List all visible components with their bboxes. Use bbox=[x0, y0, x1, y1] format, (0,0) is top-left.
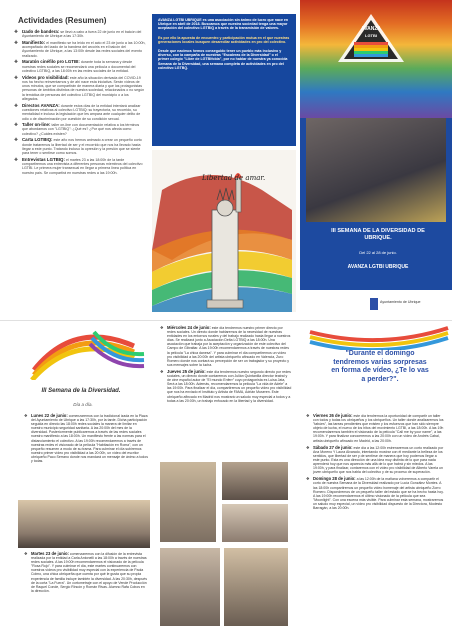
footer-text: Ayuntamiento de Ubrique bbox=[380, 300, 421, 304]
cover-photo bbox=[306, 118, 446, 222]
list-item: ❖ Directos AVANZA: durante estos días de la entidad intentará analizar cuestiones relativas al colectivo LGTBIQ: su trayectoria, su recorrido, su mentalidad e incluso la legislación que les ampara ante cualquier delito de odio o de discriminación por cuestión de su condición sexual. bbox=[14, 104, 146, 121]
list-item: ❖ Vídeos pro visibilidad: este año la situación derivada del COVID-19 nos ha hecho reinventarnos y de ahí nace esta iniciativa. Serán vídeos de unos minutos, que se compartirán de manera diaria y que los protagonistas personas de ámbitos distintos de nuestra sociedad, relacionados o no según la temática de personas del colectivo LGTBIQ del municipio o a los allegados. bbox=[14, 76, 146, 102]
avanza-logo-icon bbox=[336, 12, 406, 64]
list-item: ❖ Sábado 27 de junio: este día a las 12:00h estrenaremos un corto realizado por Ana Moreno Y Laura Alvarado, intentando mostrar con él mediante la belleza de los sentidos, que libertad de ser y de sentirse de manera que hoy podemos llegar a este punto. Esta es una dirección de una idea muy distinta de lo que para nada aprenderá hoy que nos aparecía más allá de lo que habrá y sin miedos. A las 19:00h, y para finalizar, contaremos con el vídeo pro visibilidad de Alberto Varela un joven ubriqueño que nos habla del colectivo y de su proceso de superación. bbox=[306, 446, 444, 475]
list-item: ❖ Lunes 22 de junio: comenzaremos con la tradicional izada en la Plaza del Ayuntamiento de Ubrique a las 17:30h, por la tarde. Dicha participación seguida en directo las 18:00h redes sociales la manera de limitar en nuestro municipio seguridad sanitaria. A las 20:00h del mes de la diversidad. Posteriormente publicaremos a través de las redes sociales nuestro manifiesto a las 18:00h. Un manifiesto frente a las normas para el distanciamiento el colectivo. A las 19:00h recomendaremos a través de nuestras redes el visionado de la película "Habitación en Roma", con un pequeño resumen a modo de su trama. Para culminar el día subiremos nuestro primer vídeo pro visibilidad a las 20:00h, un vídeo del escritor ubriqueño Paco Serrano donde nos mandará un mensaje de ánimo a todos y todas. bbox=[24, 414, 148, 463]
photo-1 bbox=[160, 462, 216, 542]
cover-organization: AVANZA LGTBI UBRIQUE bbox=[347, 264, 409, 270]
cover-date: Del 22 al 28 de junio. bbox=[359, 250, 397, 255]
quote-ribbon-decoration bbox=[300, 324, 450, 350]
photo-5 bbox=[224, 548, 288, 626]
avanza-logo bbox=[336, 12, 406, 64]
photo-3 bbox=[222, 504, 288, 542]
intro-paragraph: Es por ello la apuesta de encuentro y participación mutua en el que nuestras generaciones locales busquen desarrollar actividades en pro del colectivo. bbox=[158, 35, 290, 44]
cover-title: III SEMANA DE LA DIVERSIDAD DE UBRIQUE. bbox=[331, 228, 425, 241]
list-item: ❖ Entrevistas LGTBIQ: el martes 23 a las 18:00h de la tarde compartiremos una entrevista a diferentes personas miembros del colectivo LGTBI. Le primera mujer transexual en llegar a primera línea política en nuestro país. Se compartirá en nuestras redes a las 19:00h. bbox=[14, 158, 146, 175]
event-group-photo bbox=[18, 500, 150, 548]
intro-paragraph: AVANZA LGTBI UBRIQUE es una asociación sin ánimo de lucro que nace en Ubrique en abril de 2018. Buscamos que nuestra sociedad tenga una mayor aceptación del colectivo LGTBIQ a través de la transmisión de valores. bbox=[158, 18, 289, 31]
semana-subtitle: Día a día. bbox=[73, 402, 93, 407]
logo-text: AVANZA bbox=[360, 26, 382, 32]
rainbow-ribbon-icon bbox=[14, 326, 148, 380]
liberty-poster bbox=[152, 150, 296, 312]
intro-box bbox=[152, 14, 296, 146]
middle-day-list bbox=[160, 326, 292, 406]
list-item: ❖ Jueves 25 de junio: este día tendremos nuestro segundo directo por redes sociales, un directo donde contaremos con Julián Quintanilla director teatral y de cine español autor de "El mundo Enferr" cuyo protagonista es Luisa Jata, Será a las 18:00h. Además, recomendaremos la película "La vida de Adele" a las 19:00h. Para finalizar el día, compartiremos un pequeño vídeo pro visibilidad que nos ha enviado el Instituto y Artista de FAMA, Adrián Museren. Este ubriqueño afincado en Madrid nos mostrará un saludo muy especial a todos y a todas a las 20:00h, un trabajo enfocado en la libertad y la diversidad. bbox=[160, 370, 292, 403]
activities-title: Actividades (Resumen) bbox=[18, 16, 107, 25]
list-item: ❖ Manifiesto: el manifiesto se ha leído en el acto el 23 de junio a las 10:00h, acompañado del izado de la bandera del arcoíris en el balcón del Ayuntamiento de Ubrique, a las 13:00h desde las redes sociales del evento realizado. bbox=[14, 41, 146, 58]
ayuntamiento-logo bbox=[370, 298, 378, 310]
left-day-list-2 bbox=[24, 552, 148, 596]
cover-footer bbox=[300, 290, 452, 320]
list-item: ❖ Viernes 26 de junio: este día tendremos la oportunidad de compartir un taller con todos y todas los ubriqueños y los ubriqueños. Un taller donde analizaremos los "tabúes", las tareas pendientes que existen y los esfuerzos que han sido siempre objeto de lucha, el nuevo de los hitos del movimiento LGTBI, a las 18:00h. A las 19h recomendaremos también el visionado de la película "Call me by your name", a las 19:00h. Y para finalizar conoceremos a las 20:00h con un vídeo de Andrés Cabal, artista ubriqueño afincado en Madrid, a las 20:00h. bbox=[306, 414, 444, 443]
quote-ribbon-icon bbox=[300, 324, 450, 350]
list-item: ❖ Martes 23 de junio: comenzaremos con la difusión de la entrevista realizada por la entidad a Carla Antonelli a las 18:00h a través de nuestras redes sociales. A las 19:00h recomendaremos el visionado de la película "Rosa Rojo". Y para culminar el día, este martes continuaremos con nuestros vídeos pro visibilidad muy especial con la experiencia de Paola Colmo, una chica ubriqueña que cuenta por qué le gusta que su propia experiencia de familia incluye también la diversidad. A las 20:30h, después de la corta "La Fuera". Un cortometraje con el apoyo de Vende Producción de Raquel Conde, Sergio Rincón y Román Rivas. Alumno Rafa Cobos en la dirección. bbox=[24, 552, 148, 593]
intro-paragraph: Desde que nacimos hemos conseguido tener un pueblo más inclusivo y diverso, con la campaña de nuestras "Escaleras de la Diversidad" o el primer colegio "Libre de LGTBIfobia", por no hablar de nuestra ya conocida Semana de la Diversidad, una semana completa de actividades en pro del colectivo LGTBQ. bbox=[158, 49, 288, 70]
list-item: ❖ Taller on-line: taller on-line con documentación relativa a los términos que abordamos con "LGTBIQ": ¿Qué es? ¿Por qué nos afecta como colectivo? ¿Cuáles existen? bbox=[14, 123, 146, 136]
photo-4 bbox=[160, 548, 220, 626]
list-item: ❖ Izado de bandera: se llevó a cabo a fuera 22 de junio en el balcón del Ayuntamiento de Ubrique a las 17:30h. bbox=[14, 30, 146, 39]
poster-caption: Libertad de amar. bbox=[202, 174, 266, 182]
highlight-quote: "Durante el domingo tendremos varias sorpresas en forma de vídeo, ¿Te lo vas a perder?". bbox=[331, 350, 429, 383]
list-item: ❖ Carta LGTBIQ: este año nos hemos animado a crear un pequeño corto donde trataremos la libertad de ser y el recorrido que nos ha llevado hasta llegar a este punto. Tratando incluso la opresión y la presión que se siente para tener o sentirse como somos. bbox=[14, 138, 146, 155]
activities-list bbox=[14, 30, 146, 177]
right-day-list bbox=[306, 414, 444, 513]
semana-title: III Semana de la Diversidad. bbox=[41, 388, 121, 394]
left-day-list bbox=[24, 414, 148, 466]
list-item: ❖ Maratón cinéfilo pro LGTBI: durante toda la semana y desde nuestras redes sociales se recomendará una película o documental del colectivo LGTBIQ, a las 18:00h en las redes sociales de la entidad. bbox=[14, 60, 146, 73]
list-item: ❖ Domingo 28 de junio: a las 12:00h de la mañana volveremos a compartir el corto de nuestra Semana de la Diversidad realizado por Lucía González Montes. A las 18:00h compartiremos un pequeño vídeo homenaje del artista ubriqueño Zorro Romero. Dispondremos de un pequeño taller del estado que se ha hecho hasta hoy. A las 19:00h recomendaremos el último visionado de la película que sea "Moonlight". Con una escena más visible. Para culminar esta semana, mostraremos un saludo muy especial, un vídeo pro visibilidad dispuesto de la Directora, Modesto Barragán, a las 20:00h. bbox=[306, 477, 444, 510]
rainbow-ribbon-decoration bbox=[14, 326, 148, 380]
logo-subtext: LGTBI bbox=[365, 33, 377, 38]
list-item: ❖ Miércoles 24 de junio: este día tendremos nuestro primer directo por redes sociales. Un directo donde hablaremos de la necesidad de nuestras entidades en los entornos rurales y del trabajo realizado hasta llegar a nuestros días. Se realizará junto a Asociación Delta LGTBIQ a las 18:00h. Una asociación que trabaja por la aceptación y organización de este colectivo del Campo de Gibraltar. A las 19:00h recomendaremos a través de nuestras redes la película "La chica danesa". Y para culminar el día compartiremos un vídeo pro visibilidad a las 20:00h del artista ubriqueño afincado en Valencia, Zuro Romero donde nos contará su percepción de ser un trabajador y su proyecto y sus mensajes sobre la lucha. bbox=[160, 326, 292, 367]
photo-2 bbox=[222, 462, 288, 500]
